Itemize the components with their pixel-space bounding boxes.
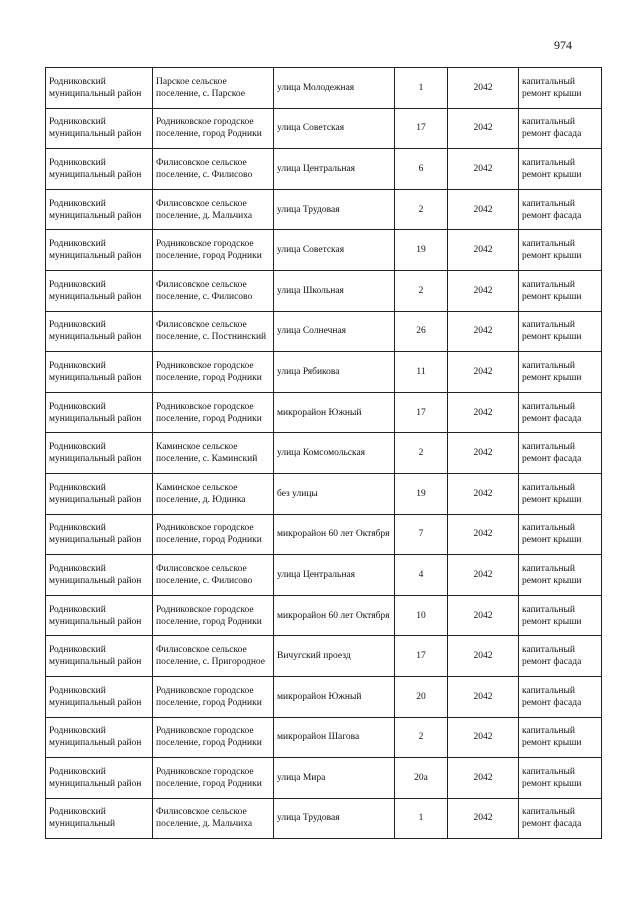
table-row — [46, 717, 602, 758]
street-cell: микрорайон 60 лет Октября — [274, 514, 395, 555]
district-cell: Родниковский муниципальный район — [46, 392, 153, 433]
district-cell: Родниковский муниципальный район — [46, 433, 153, 474]
street-cell: улица Рябикова — [274, 352, 395, 393]
settlement-cell: Филисовское сельское поселение, с. Филисово — [153, 555, 274, 596]
work-type-cell: капитальный ремонт фасада — [519, 798, 602, 839]
settlement-cell: Родниковское городское поселение, город Родники — [153, 230, 274, 271]
settlement-cell: Родниковское городское поселение, город Родники — [153, 514, 274, 555]
settlement-cell: Филисовское сельское поселение, д. Мальчиха — [153, 798, 274, 839]
house-number-cell: 19 — [395, 230, 448, 271]
district-cell: Родниковский муниципальный район — [46, 676, 153, 717]
year-cell: 2042 — [448, 108, 519, 149]
year-cell: 2042 — [448, 473, 519, 514]
table-row — [46, 311, 602, 352]
district-cell: Родниковский муниципальный район — [46, 230, 153, 271]
year-cell: 2042 — [448, 311, 519, 352]
table-row — [46, 433, 602, 474]
year-cell: 2042 — [448, 636, 519, 677]
district-cell: Родниковский муниципальный район — [46, 352, 153, 393]
settlement-cell: Филисовское сельское поселение, с. Филисово — [153, 149, 274, 190]
year-cell: 2042 — [448, 392, 519, 433]
year-cell: 2042 — [448, 352, 519, 393]
house-number-cell: 7 — [395, 514, 448, 555]
year-cell: 2042 — [448, 798, 519, 839]
house-number-cell: 2 — [395, 717, 448, 758]
work-type-cell: капитальный ремонт крыши — [519, 270, 602, 311]
house-number-cell: 20а — [395, 758, 448, 799]
year-cell: 2042 — [448, 676, 519, 717]
district-cell: Родниковский муниципальный район — [46, 149, 153, 190]
settlement-cell: Родниковское городское поселение, город Родники — [153, 595, 274, 636]
settlement-cell: Каминское сельское поселение, с. Каминский — [153, 433, 274, 474]
table-row — [46, 676, 602, 717]
page-number: 974 — [554, 38, 572, 52]
house-number-cell: 20 — [395, 676, 448, 717]
house-number-cell: 17 — [395, 636, 448, 677]
district-cell: Родниковский муниципальный район — [46, 108, 153, 149]
year-cell: 2042 — [448, 149, 519, 190]
street-cell: улица Комсомольская — [274, 433, 395, 474]
district-cell: Родниковский муниципальный район — [46, 189, 153, 230]
street-cell: улица Советская — [274, 108, 395, 149]
work-type-cell: капитальный ремонт крыши — [519, 230, 602, 271]
table-row — [46, 392, 602, 433]
table-row — [46, 473, 602, 514]
table-row — [46, 798, 602, 839]
settlement-cell: Родниковское городское поселение, город Родники — [153, 717, 274, 758]
year-cell: 2042 — [448, 555, 519, 596]
settlement-cell: Филисовское сельское поселение, с. Филисово — [153, 270, 274, 311]
street-cell: микрорайон Шагова — [274, 717, 395, 758]
settlement-cell: Родниковское городское поселение, город Родники — [153, 352, 274, 393]
work-type-cell: капитальный ремонт фасада — [519, 189, 602, 230]
work-type-cell: капитальный ремонт крыши — [519, 514, 602, 555]
street-cell: микрорайон Южный — [274, 676, 395, 717]
settlement-cell: Родниковское городское поселение, город Родники — [153, 392, 274, 433]
house-number-cell: 17 — [395, 108, 448, 149]
street-cell: улица Советская — [274, 230, 395, 271]
table-row — [46, 68, 602, 109]
house-number-cell: 26 — [395, 311, 448, 352]
table-row — [46, 555, 602, 596]
street-cell: без улицы — [274, 473, 395, 514]
street-cell: улица Молодежная — [274, 68, 395, 109]
district-cell: Родниковский муниципальный район — [46, 270, 153, 311]
district-cell: Родниковский муниципальный район — [46, 68, 153, 109]
street-cell: микрорайон 60 лет Октября — [274, 595, 395, 636]
settlement-cell: Филисовское сельское поселение, с. Постнинский — [153, 311, 274, 352]
work-type-cell: капитальный ремонт фасада — [519, 433, 602, 474]
settlement-cell: Парское сельское поселение, с. Парское — [153, 68, 274, 109]
table-row — [46, 595, 602, 636]
street-cell: Вичугский проезд — [274, 636, 395, 677]
district-cell: Родниковский муниципальный район — [46, 473, 153, 514]
year-cell: 2042 — [448, 595, 519, 636]
house-number-cell: 17 — [395, 392, 448, 433]
year-cell: 2042 — [448, 514, 519, 555]
work-type-cell: капитальный ремонт фасада — [519, 636, 602, 677]
work-type-cell: капитальный ремонт крыши — [519, 352, 602, 393]
district-cell: Родниковский муниципальный район — [46, 514, 153, 555]
work-type-cell: капитальный ремонт крыши — [519, 758, 602, 799]
district-cell: Родниковский муниципальный — [46, 798, 153, 839]
street-cell: улица Центральная — [274, 149, 395, 190]
house-number-cell: 2 — [395, 189, 448, 230]
house-number-cell: 4 — [395, 555, 448, 596]
table-row — [46, 189, 602, 230]
settlement-cell: Родниковское городское поселение, город Родники — [153, 108, 274, 149]
district-cell: Родниковский муниципальный район — [46, 595, 153, 636]
settlement-cell: Каминское сельское поселение, д. Юдинка — [153, 473, 274, 514]
house-number-cell: 2 — [395, 270, 448, 311]
house-number-cell: 6 — [395, 149, 448, 190]
table-row — [46, 149, 602, 190]
street-cell: улица Школьная — [274, 270, 395, 311]
street-cell: улица Мира — [274, 758, 395, 799]
settlement-cell: Родниковское городское поселение, город Родники — [153, 758, 274, 799]
table-row — [46, 108, 602, 149]
district-cell: Родниковский муниципальный район — [46, 636, 153, 677]
table-row — [46, 352, 602, 393]
work-type-cell: капитальный ремонт крыши — [519, 717, 602, 758]
house-number-cell: 1 — [395, 68, 448, 109]
work-type-cell: капитальный ремонт фасада — [519, 108, 602, 149]
repair-schedule-table — [45, 67, 602, 839]
house-number-cell: 2 — [395, 433, 448, 474]
work-type-cell: капитальный ремонт крыши — [519, 555, 602, 596]
work-type-cell: капитальный ремонт крыши — [519, 595, 602, 636]
district-cell: Родниковский муниципальный район — [46, 758, 153, 799]
house-number-cell: 1 — [395, 798, 448, 839]
street-cell: улица Трудовая — [274, 189, 395, 230]
table-body — [46, 68, 602, 839]
work-type-cell: капитальный ремонт крыши — [519, 68, 602, 109]
year-cell: 2042 — [448, 189, 519, 230]
year-cell: 2042 — [448, 717, 519, 758]
district-cell: Родниковский муниципальный район — [46, 555, 153, 596]
house-number-cell: 19 — [395, 473, 448, 514]
house-number-cell: 10 — [395, 595, 448, 636]
street-cell: улица Трудовая — [274, 798, 395, 839]
year-cell: 2042 — [448, 68, 519, 109]
street-cell: улица Солнечная — [274, 311, 395, 352]
work-type-cell: капитальный ремонт крыши — [519, 311, 602, 352]
work-type-cell: капитальный ремонт крыши — [519, 473, 602, 514]
table-row — [46, 758, 602, 799]
year-cell: 2042 — [448, 433, 519, 474]
house-number-cell: 11 — [395, 352, 448, 393]
table-row — [46, 230, 602, 271]
table-row — [46, 514, 602, 555]
work-type-cell: капитальный ремонт крыши — [519, 149, 602, 190]
table-row — [46, 636, 602, 677]
table-row — [46, 270, 602, 311]
district-cell: Родниковский муниципальный район — [46, 311, 153, 352]
settlement-cell: Филисовское сельское поселение, д. Мальчиха — [153, 189, 274, 230]
street-cell: улица Центральная — [274, 555, 395, 596]
work-type-cell: капитальный ремонт фасада — [519, 676, 602, 717]
year-cell: 2042 — [448, 270, 519, 311]
district-cell: Родниковский муниципальный район — [46, 717, 153, 758]
street-cell: микрорайон Южный — [274, 392, 395, 433]
work-type-cell: капитальный ремонт фасада — [519, 392, 602, 433]
settlement-cell: Филисовское сельское поселение, с. Пригородное — [153, 636, 274, 677]
year-cell: 2042 — [448, 230, 519, 271]
year-cell: 2042 — [448, 758, 519, 799]
settlement-cell: Родниковское городское поселение, город Родники — [153, 676, 274, 717]
